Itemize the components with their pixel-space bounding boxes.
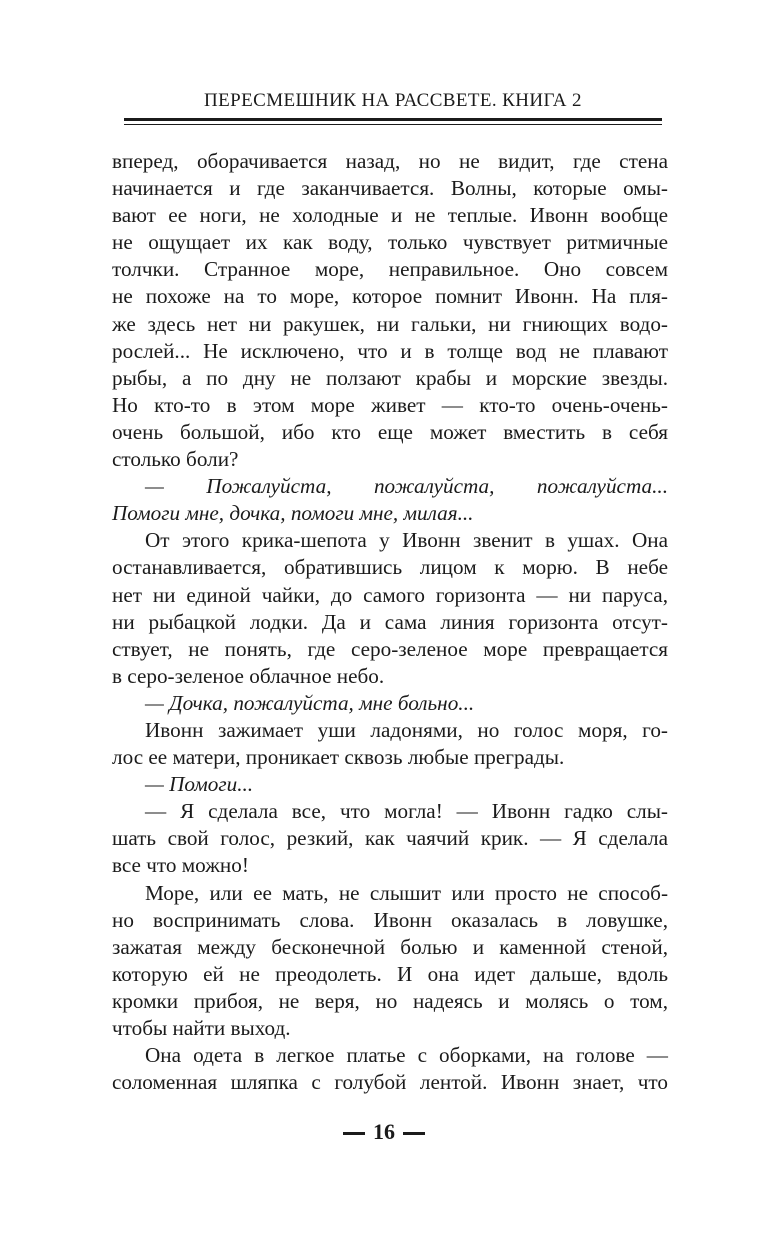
header-rule-thin: [124, 124, 662, 125]
text-line: в серо-зеленое облачное небо.: [112, 663, 385, 688]
text-line: чтобы найти выход.: [112, 1016, 291, 1040]
text-line: нет ни единой чайки, до самого горизонта — ни паруса,: [112, 582, 668, 607]
page-number-footer: [0, 1119, 768, 1145]
dialogue-line: — Дочка, пожалуйста, мне больно...: [145, 690, 475, 715]
text-line: соломенная шляпка с голубой лентой. Ивонн знает, что: [112, 1070, 668, 1095]
text-line: толчки. Странное море, неправильное. Оно совсем: [112, 257, 668, 282]
text-line: рыбы, а по дну не ползают крабы и морские звезды.: [112, 365, 668, 390]
text-line: рослей... Не исключено, что и в толще вод не плавают: [112, 338, 668, 363]
body-text: [112, 148, 668, 1096]
text-line: начинается и где заканчивается. Волны, которые омы-: [112, 176, 668, 201]
dialogue-line: — Пожалуйста, пожалуйста, пожалуйста...: [145, 474, 668, 499]
text-line: лос ее матери, проникает сквозь любые преграды.: [112, 745, 565, 770]
dialogue-line: Помоги мне, дочка, помоги мне, милая...: [112, 501, 474, 526]
text-line: вперед, оборачивается назад, но не видит, где стена: [112, 149, 668, 173]
text-line: ствует, не понять, где серо-зеленое море превращается: [112, 636, 668, 661]
text-line: От этого крика-шепота у Ивонн звенит в ушах. Она: [145, 528, 668, 553]
text-line: шать свой голос, резкий, как чаячий крик. — Я сделала: [112, 826, 668, 851]
text-line: очень большой, ибо кто еще может вместить в себя: [112, 419, 668, 444]
text-line: Море, или ее мать, не слышит или просто не способ-: [145, 880, 668, 905]
page-number: 16: [373, 1119, 395, 1144]
header-rule-thick: [124, 118, 662, 121]
text-line: столько боли?: [112, 447, 239, 472]
dialogue-line: — Помоги...: [145, 772, 254, 797]
text-line: Ивонн зажимает уши ладонями, но голос моря, го-: [145, 717, 668, 742]
text-line: останавливается, обратившись лицом к морю. В небе: [112, 555, 668, 580]
folio-dash-left: [343, 1132, 365, 1135]
text-line: зажатая между бесконечной болью и каменной стеной,: [112, 934, 668, 959]
text-line: все что можно!: [112, 853, 249, 878]
text-line: вают ее ноги, не холодные и не теплые. Ивонн вообще: [112, 203, 668, 228]
text-line: но воспринимать слова. Ивонн оказалась в ловушке,: [112, 907, 668, 932]
text-line: кромки прибоя, не веря, но надеясь и молясь о том,: [112, 988, 668, 1013]
text-line: Она одета в легкое платье с оборками, на голове —: [145, 1043, 668, 1068]
text-line: не ощущает их как воду, только чувствует ритмичные: [112, 230, 668, 255]
text-line: Но кто-то в этом море живет — кто-то очень-очень-: [112, 392, 668, 417]
running-header: ПЕРЕСМЕШНИК НА РАССВЕТЕ. КНИГА 2: [204, 90, 582, 111]
folio-dash-right: [403, 1132, 425, 1135]
text-line: которую ей не преодолеть. И она идет дальше, вдоль: [112, 961, 668, 986]
text-line: — Я сделала все, что могла! — Ивонн гадко слы-: [145, 799, 668, 824]
text-line: ни рыбацкой лодки. Да и сама линия горизонта отсут-: [112, 609, 668, 634]
text-line: не похоже на то море, которое помнит Ивонн. На пля-: [112, 284, 668, 309]
text-line: же здесь нет ни ракушек, ни гальки, ни гниющих водо-: [112, 311, 668, 336]
